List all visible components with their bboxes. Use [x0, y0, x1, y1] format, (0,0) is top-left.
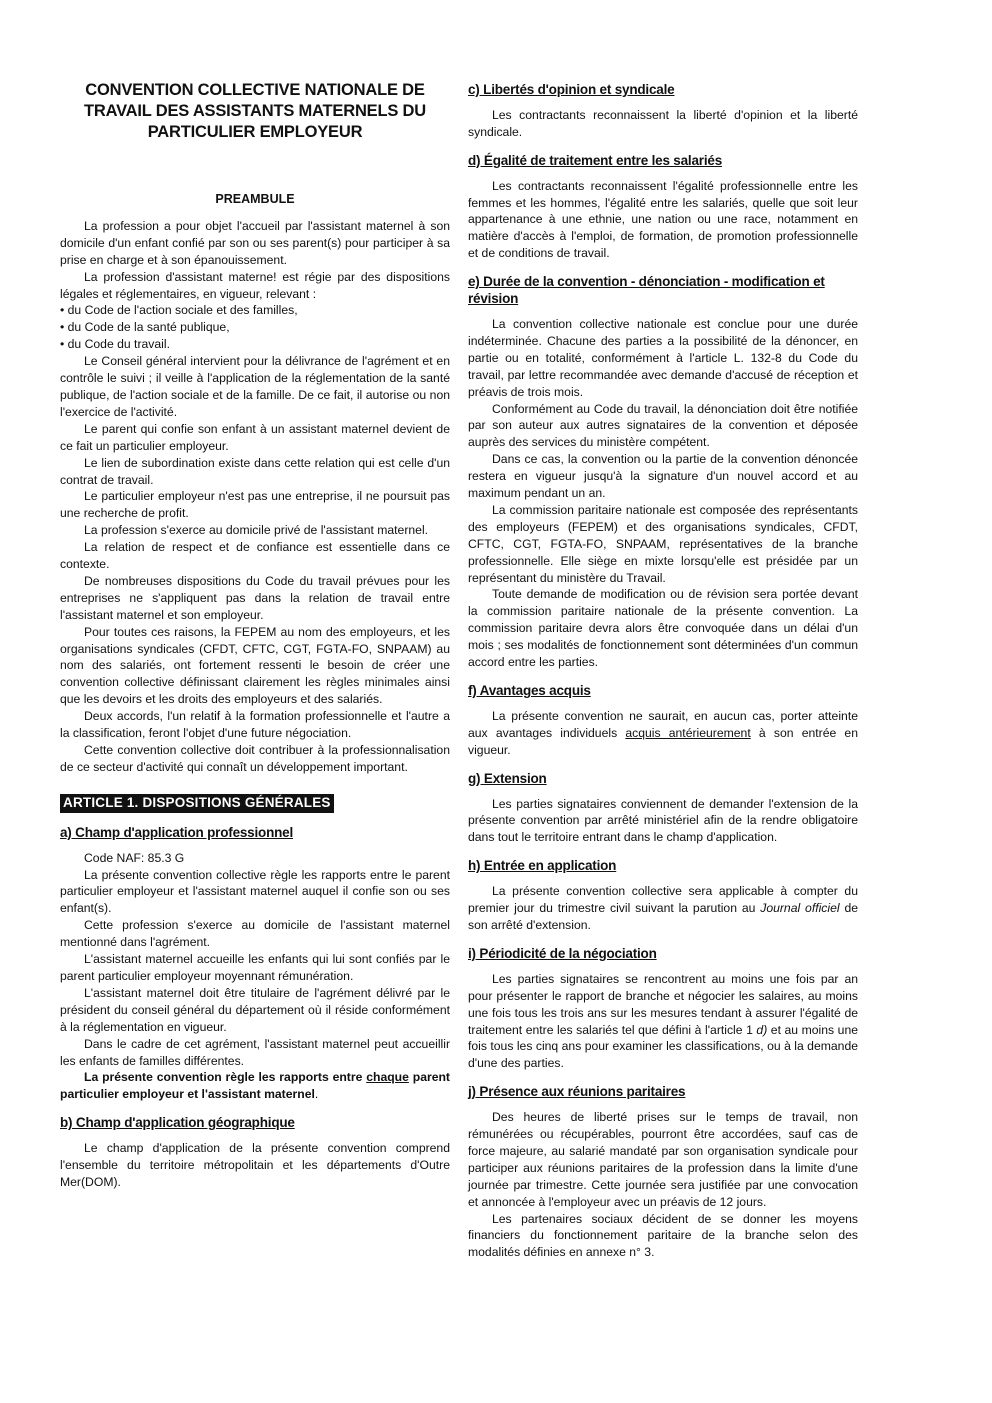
section-heading-j: j) Présence aux réunions paritaires [468, 1084, 686, 1100]
section-heading-d: d) Égalité de traitement entre les salariés [468, 152, 723, 168]
bold-statement-part: La présente convention règle les rapports entre [84, 1070, 367, 1085]
bold-statement [60, 1069, 450, 1103]
preamble-paragraph: Cette convention collective doit contribuer à la professionnalisation de ce secteur d'activité qui connaît un développement important. [60, 743, 450, 774]
preamble-paragraph: La profession a pour objet l'accueil par l'assistant maternel à son domicile d'un enfant confié par son ou ses parent(s) pour participer à sa prise en charge et à son épanouissement. [60, 218, 450, 267]
article-heading: ARTICLE 1. DISPOSITIONS GÉNÉRALES [60, 794, 334, 813]
italic-text: Journal officiel [760, 901, 840, 916]
preamble-paragraph: Le Conseil général intervient pour la délivrance de l'agrément et en contrôle le suivi ; il veille à l'application de la réglementation de la santé publique, de l'action sociale et de la famille. De ce fait, il autorise ou non l'exercice de l'activité. [60, 354, 450, 419]
preamble-paragraph: De nombreuses dispositions du Code du travail prévues pour les entreprises ne s'appliquent pas dans la relation de travail entre l'assistant maternel et son employeur. [60, 573, 450, 622]
section-paragraph: L'assistant maternel accueille les enfants qui lui sont confiés par le parent particulier employeur moyennant rémunération. [60, 952, 450, 983]
section-heading-i: i) Périodicité de la négociation [468, 945, 657, 961]
bullet-item: • du Code du travail. [60, 337, 170, 352]
document-title: CONVENTION COLLECTIVE NATIONALE DE TRAVAIL DES ASSISTANTS MATERNELS DU PARTICULIER EMPLOYEUR [84, 81, 426, 141]
section-paragraph: La présente convention collective règle les rapports entre le parent particulier employeur et l'assistant maternel auquel il confie son ou ses enfant(s). [60, 867, 450, 916]
section-heading-h: h) Entrée en application [468, 858, 617, 874]
bold-statement-part: parent particulier employeur et l'assistant maternel [60, 1070, 450, 1102]
section-paragraph: Des heures de liberté prises sur le temps de travail, non rémunérées ou récupérables, pourront être accordées, sauf cas de force majeure, au salarié mandaté par son organisation syndicale pour participer aux réunions paritaires de la profession dans la limite d'une journée par trimestre. Cette journée sera justifiée par une convocation et annoncée à l'employeur avec un préavis de 12 jours. [468, 1110, 858, 1209]
preamble-paragraph: Le particulier employeur n'est pas une entreprise, il ne poursuit pas une recherche de profit. [60, 489, 450, 521]
section-paragraph: Dans le cadre de cet agrément, l'assistant maternel peut accueillir les enfants de familles différentes. [60, 1036, 450, 1068]
preamble-paragraph: Pour toutes ces raisons, la FEPEM au nom des employeurs, et les organisations syndicales (CFDT, CFTC, CGT, FGTA-FO, SNPAAM) au nom des salariés, ont fortement ressenti le besoin de créer une convention collective définissant clairement les règles minimales ainsi que les devoirs et les droits des employeurs et des salariés. [60, 624, 450, 707]
bold-statement-end: . [314, 1087, 319, 1102]
section-paragraph [468, 708, 858, 759]
underlined-text: acquis antérieurement [625, 725, 751, 740]
preamble-paragraph: Deux accords, l'un relatif à la formation professionnelle et l'autre a la classification, feront l'objet d'une future négociation. [60, 709, 450, 741]
italic-text: d) [756, 1022, 768, 1037]
section-paragraph [468, 971, 858, 1072]
section-paragraph: Les partenaires sociaux décident de se donner les moyens financiers du fonctionnement paritaire de la branche selon des modalités définies en annexe n° 3. [468, 1211, 858, 1260]
preamble-paragraph: Le lien de subordination existe dans cette relation qui est celle d'un contrat de travail. [60, 455, 450, 487]
naf-code: Code NAF: 85.3 G [84, 850, 185, 865]
preamble-paragraph: Le parent qui confie son enfant à un assistant maternel devient de ce fait un particulier employeur. [60, 421, 450, 453]
bold-statement-underlined: chaque [366, 1070, 409, 1085]
section-paragraph: Cette profession s'exerce au domicile de l'assistant maternel mentionné dans l'agrément. [60, 918, 450, 950]
section-heading-a: a) Champ d'application professionnel [60, 824, 294, 840]
section-paragraph: Toute demande de modification ou de révision sera portée devant la commission paritaire nationale de la présente convention. La commission paritaire devra alors être convoquée dans un délai d'un mois ; ses modalités de fonctionnement sont déterminées d'un commun accord entre les parties. [468, 587, 858, 670]
preamble-paragraph: La profession s'exerce au domicile privé de l'assistant maternel. [84, 523, 429, 538]
section-paragraph: La convention collective nationale est conclue pour une durée indéterminée. Chacune des parties a la possibilité de la dénoncer, en partie ou en totalité, conformément à l'article L. 132-8 du Code du travail, par lettre recommandée avec demande d'accusé de réception et préavis de trois mois. [468, 316, 858, 399]
bullet-item: • du Code de l'action sociale et des familles, [60, 303, 298, 318]
preamble-paragraph: La profession d'assistant materne! est régie par des dispositions légales et réglementaires, en vigueur, relevant : [60, 269, 450, 301]
section-paragraph: Le champ d'application de la présente convention comprend l'ensemble du territoire métropolitain et les départements d'Outre Mer(DOM). [60, 1141, 450, 1189]
section-paragraph: Les parties signataires conviennent de demander l'extension de la présente convention par arrêté ministériel afin de la rendre obligatoire dans tout le territoire entrant dans le champ d'application. [468, 796, 858, 845]
section-paragraph: Conformément au Code du travail, la dénonciation doit être notifiée par son auteur aux autres signataires de la convention et déposée auprès des services du ministère compétent. [468, 401, 858, 450]
section-paragraph: La commission paritaire nationale est composée des représentants des employeurs (FEPEM) et des organisations syndicales, CFDT, CFTC, CGT, FGTA-FO, SNPAAM, représentatives de la branche professionnelle. Elle siège en mixte lorsqu'elle est présidée par un représentant du ministère du Travail. [468, 502, 858, 585]
section-heading-c: c) Libertés d'opinion et syndicale [468, 82, 675, 97]
section-heading-e: e) Durée de la convention - dénonciation - modification et révision [468, 274, 825, 307]
left-column [60, 78, 450, 1191]
bullet-item: • du Code de la santé publique, [60, 320, 230, 335]
text-part: Les parties signataires se rencontrent au moins une fois par an pour présenter le rapport de branche et négocier les salaires, au moins une fois tous les trois ans sur les mesures tendant à assurer l'égalité de traitement entre les salariés tel que défini à l'article 1 [468, 971, 858, 1037]
preamble-paragraph: La relation de respect et de confiance est essentielle dans ce contexte. [60, 540, 450, 572]
text-part: et au moins une fois tous les cinq ans pour examiner les classifications, ou à la demande d'une des parties. [468, 1022, 858, 1071]
right-column [468, 78, 858, 1261]
text-part: La présente convention collective sera applicable à compter du premier jour du trimestre civil suivant la parution au [468, 884, 858, 916]
section-paragraph: L'assistant maternel doit être titulaire de l'agrément délivré par le président du conseil général du département où il réside conformément à la réglementation en vigueur. [60, 985, 450, 1034]
section-paragraph: Les contractants reconnaissent l'égalité professionnelle entre les femmes et les hommes, l'égalité entre les salariés, quelle que soit leur appartenance à une ethnie, une nation ou une race, notamment en matière d'accès à l'emploi, de formation, de promotion professionnelle et de conditions de travail. [468, 178, 858, 261]
text-part: à son entrée en vigueur. [468, 725, 858, 757]
section-paragraph: Dans ce cas, la convention ou la partie de la convention dénoncée restera en vigueur jusqu'à la signature d'un nouvel accord et au maximum pendant un an. [468, 452, 858, 501]
section-heading-b: b) Champ d'application géographique [60, 1115, 295, 1131]
text-part: de son arrêté d'extension. [468, 901, 858, 932]
section-heading-g: g) Extension [468, 770, 547, 786]
section-heading-f: f) Avantages acquis [468, 683, 591, 698]
section-paragraph: Les contractants reconnaissent la liberté d'opinion et la liberté syndicale. [468, 107, 858, 139]
text-part: La présente convention ne saurait, en aucun cas, porter atteinte aux avantages individuels [468, 708, 858, 740]
section-paragraph [468, 883, 858, 934]
preamble-heading: PREAMBULE [215, 192, 295, 206]
